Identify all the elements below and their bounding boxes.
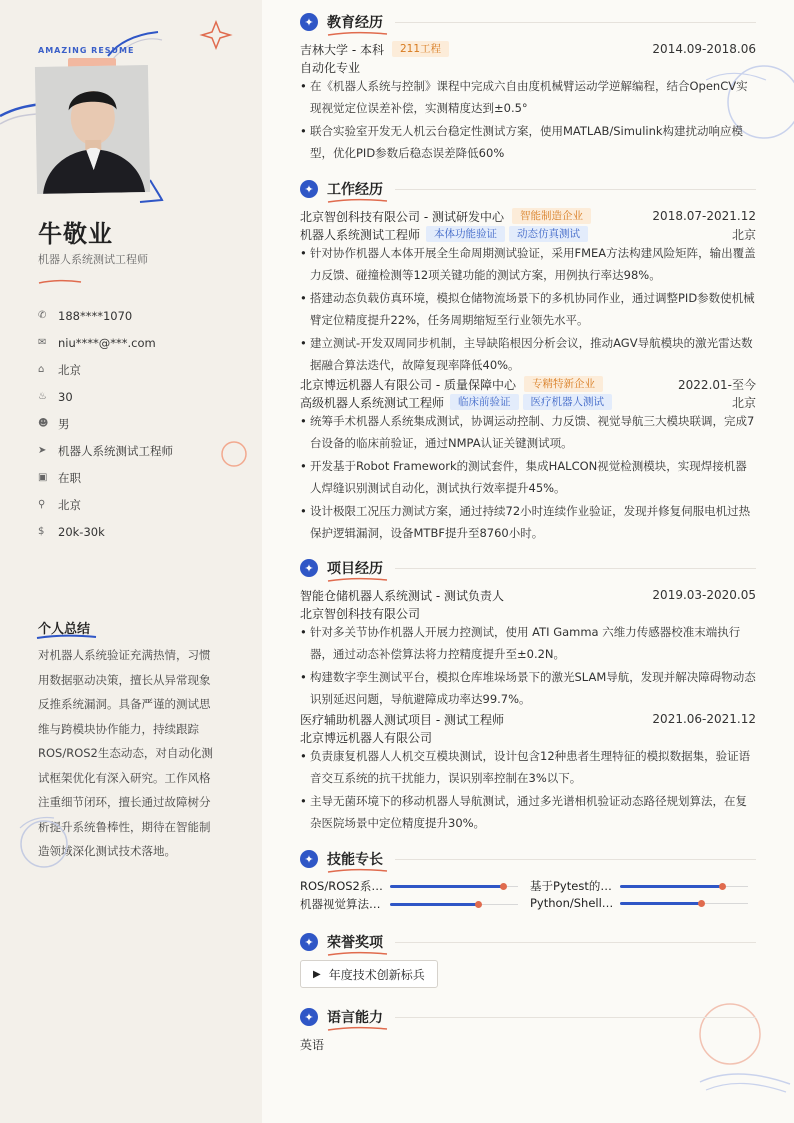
- info-salary: [38, 518, 248, 545]
- job-role-row: [300, 225, 756, 243]
- skill-item: [300, 896, 518, 912]
- section-skills-header: [300, 849, 756, 869]
- list-item: • 建立测试-开发双周同步机制，主导缺陷根因分析会议，推动AGV导航模块的激光雷达数据融合算法迭代，故障复现率降低40%。: [300, 333, 756, 376]
- briefcase-icon: ▣: [38, 472, 48, 483]
- project-name: 智能仓储机器人系统测试 - 测试负责人: [300, 588, 504, 603]
- info-age: [38, 383, 248, 410]
- section-awards-header: [300, 932, 756, 952]
- job-city: 北京: [731, 227, 756, 242]
- decor-circle-blue: [14, 808, 74, 878]
- award-text: 年度技术创新标兵: [328, 967, 425, 982]
- role-tag: 医疗机器人测试: [523, 394, 613, 410]
- info-phone: [38, 302, 248, 329]
- skill-label: ROS/ROS2系…: [300, 879, 383, 893]
- project-org: 北京博远机器人有限公司: [300, 731, 433, 745]
- list-item: • 构建数字孪生测试平台，模拟仓库堆垛场景下的激光SLAM导航，发现并解决障碍物动态识别延迟问题，导航避障成功率达99.7%。: [300, 667, 756, 710]
- divider: [395, 1017, 756, 1018]
- divider: [395, 568, 756, 569]
- job-role: 高级机器人系统测试工程师: [300, 395, 445, 410]
- school-name: 吉林大学 - 本科: [300, 42, 384, 57]
- award-chip: [300, 960, 438, 988]
- job-title: 机器人系统测试工程师: [38, 253, 148, 266]
- home-icon: ⌂: [38, 364, 45, 375]
- project-name: 医疗辅助机器人测试项目 - 测试工程师: [300, 712, 504, 727]
- skill-marker: [719, 883, 726, 890]
- job-role: 机器人系统测试工程师: [300, 227, 421, 242]
- mail-icon: ✉: [38, 337, 47, 348]
- divider: [395, 942, 756, 943]
- skill-fill: [390, 903, 478, 906]
- section-underline: [327, 951, 389, 957]
- avatar: [35, 65, 150, 194]
- education-date: 2014.09-2018.06: [652, 42, 756, 56]
- skill-item: [530, 896, 748, 910]
- job-bullets: [300, 243, 756, 378]
- phone-text: 188****1070: [58, 308, 133, 323]
- info-location: [38, 491, 248, 518]
- section-title: 语言能力: [327, 1010, 383, 1026]
- tagline: AMAZING RESUME: [38, 46, 135, 55]
- education-row: [300, 40, 756, 58]
- list-item: • 开发基于Robot Framework的测试套件，集成HALCON视觉检测模块，实现焊接机器人焊缝识别测试自动化，测试执行效率提升45%。: [300, 456, 756, 499]
- status-text: 在职: [58, 470, 81, 485]
- role-tag: 临床前验证: [450, 394, 519, 410]
- star-icon: ✦: [300, 1008, 318, 1026]
- project-bullets: [300, 622, 756, 712]
- location-icon: ⚲: [38, 499, 46, 510]
- project-org: 北京智创科技有限公司: [300, 607, 421, 621]
- gender-text: 男: [58, 416, 70, 431]
- list-item: • 在《机器人系统与控制》课程中完成六自由度机械臂运动学逆解编程，结合OpenCV实现视觉定位误差补偿，实测精度达到±0.5°: [300, 76, 756, 119]
- summary-title: 个人总结: [38, 622, 91, 637]
- skill-label: 机器视觉算法…: [300, 897, 381, 911]
- star-icon: ✦: [300, 850, 318, 868]
- section-underline: [327, 198, 389, 204]
- name-underline: [38, 279, 82, 285]
- company-name: 北京博远机器人有限公司 - 质量保障中心: [300, 377, 516, 392]
- skill-item: [300, 878, 518, 894]
- send-icon: ➤: [38, 445, 47, 456]
- cake-icon: ♨: [38, 391, 47, 402]
- section-projects-header: [300, 558, 756, 578]
- salary-text: 20k-30k: [58, 524, 105, 539]
- summary-underline: [36, 634, 98, 640]
- company-name: 北京智创科技有限公司 - 测试研发中心: [300, 209, 504, 224]
- project-date: 2021.06-2021.12: [652, 712, 756, 726]
- role-tag: 本体功能验证: [426, 226, 505, 242]
- list-item: • 主导无菌环境下的移动机器人导航测试，通过多光谱相机验证动态路径规划算法，在复杂医院场景中定位精度提升30%。: [300, 791, 756, 834]
- info-hometown: [38, 356, 248, 383]
- list-item: • 设计极限工况压力测试方案，通过持续72小时连续作业验证，发现并修复伺服电机过热保护逻辑漏洞，设备MTBF提升至8760小时。: [300, 501, 756, 544]
- info-gender: [38, 410, 248, 437]
- company-tag: 智能制造企业: [512, 208, 591, 224]
- phone-icon: ✆: [38, 310, 47, 321]
- decor-circle-orange: [218, 438, 250, 470]
- section-education-header: [300, 12, 756, 32]
- project-date: 2019.03-2020.05: [652, 588, 756, 602]
- skill-bar: [390, 900, 518, 908]
- role-tag: 动态仿真测试: [509, 226, 588, 242]
- list-item: • 统筹手术机器人系统集成测试，协调运动控制、力反馈、视觉导航三大模块联调，完成7台设备的临床前验证，通过NMPA认证关键测试项。: [300, 411, 756, 454]
- skill-fill: [620, 885, 722, 888]
- skill-bar: [390, 882, 518, 890]
- skill-bar: [620, 899, 748, 907]
- email-text: niu****@***.com: [58, 335, 156, 350]
- skill-label: 基于Pytest的…: [530, 879, 612, 893]
- location-text: 北京: [58, 497, 81, 512]
- skill-bar: [620, 882, 748, 890]
- list-item: • 针对协作机器人本体开展全生命周期测试验证，采用FMEA方法构建风险矩阵，输出覆盖力反馈、碰撞检测等12项关键功能的测试方案，用例执行率达98%。: [300, 243, 756, 286]
- gender-icon: ☻: [38, 418, 49, 429]
- info-email: [38, 329, 248, 356]
- skill-fill: [620, 902, 701, 905]
- section-title: 工作经历: [327, 182, 383, 198]
- star-icon: ✦: [300, 13, 318, 31]
- list-item: • 联合实验室开发无人机云台稳定性测试方案，使用MATLAB/Simulink构建扰动响应模型，优化PID参数后稳态误差降低60%: [300, 121, 756, 164]
- candidate-name: 牛敬业: [38, 220, 113, 248]
- education-bullets: [300, 76, 756, 166]
- section-work-header: [300, 179, 756, 199]
- skill-fill: [390, 885, 503, 888]
- project-header: [300, 586, 756, 604]
- major: 自动化专业: [300, 61, 361, 75]
- project-header: [300, 710, 756, 728]
- school-tag: 211工程: [392, 41, 449, 57]
- star-icon: ✦: [300, 180, 318, 198]
- skill-item: [530, 878, 748, 894]
- section-underline: [327, 1026, 389, 1032]
- section-title: 荣誉奖项: [327, 935, 383, 951]
- section-title: 项目经历: [327, 561, 383, 577]
- skill-marker: [475, 901, 482, 908]
- skill-marker: [500, 883, 507, 890]
- job-header: [300, 207, 756, 225]
- target-job-text: 机器人系统测试工程师: [58, 443, 173, 458]
- star-icon: ✦: [300, 933, 318, 951]
- star-icon: ✦: [300, 559, 318, 577]
- job-city: 北京: [731, 395, 756, 410]
- play-icon: ▶: [313, 968, 321, 980]
- section-title: 教育经历: [327, 15, 383, 31]
- contact-info: [38, 302, 248, 545]
- section-underline: [327, 31, 389, 37]
- age-text: 30: [58, 389, 73, 404]
- company-tag: 专精特新企业: [524, 376, 603, 392]
- language-item: 英语: [300, 1038, 325, 1052]
- list-item: • 搭建动态负载仿真环境，模拟仓储物流场景下的多机协同作业，通过调整PID参数使机械臂定位精度提升22%，任务周期缩短至行业领先水平。: [300, 288, 756, 331]
- project-bullets: [300, 746, 756, 836]
- section-languages-header: [300, 1007, 756, 1027]
- skill-label: Python/Shell…: [530, 896, 614, 910]
- list-item: • 负责康复机器人人机交互模块测试，设计包含12种患者生理特征的模拟数据集，验证语音交互系统的抗干扰能力，误识别率控制在3%以下。: [300, 746, 756, 789]
- section-underline: [327, 577, 389, 583]
- skill-marker: [698, 900, 705, 907]
- job-bullets: [300, 411, 756, 546]
- list-item: • 针对多关节协作机器人开展力控测试，使用 ATI Gamma 六维力传感器校准末端执行器，通过动态补偿算法将力控精度提升至±0.2N。: [300, 622, 756, 665]
- summary-text: 对机器人系统验证充满热情，习惯用数据驱动决策，擅长从异常现象反推系统漏洞。具备严谨的测试思维与跨模块协作能力，持续跟踪ROS/ROS2生态动态，对自动化测试框架优化有深入研究。工作风格注重细节闭环，擅长通过故障树分析提升系统鲁棒性，期待在智能制造领域深化测试技术落地。: [38, 648, 213, 858]
- section-title: 技能专长: [327, 852, 383, 868]
- divider: [395, 189, 756, 190]
- job-date: 2022.01-至今: [678, 377, 756, 392]
- divider: [395, 22, 756, 23]
- info-status: [38, 464, 248, 491]
- salary-icon: $: [38, 526, 45, 537]
- hometown-text: 北京: [58, 362, 81, 377]
- section-underline: [327, 868, 389, 874]
- divider: [395, 859, 756, 860]
- info-target-job: [38, 437, 248, 464]
- job-role-row: [300, 393, 756, 411]
- job-header: [300, 375, 756, 393]
- sidebar: [0, 0, 262, 1123]
- job-date: 2018.07-2021.12: [652, 209, 756, 223]
